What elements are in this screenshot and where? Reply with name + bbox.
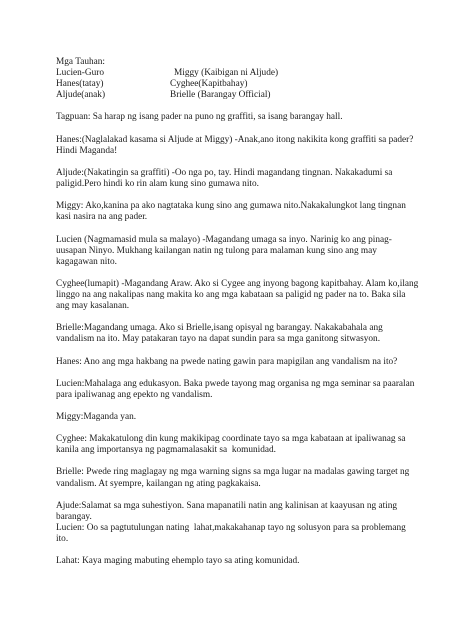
dialogue-paragraph — [56, 379, 426, 401]
dialogue-line: vandalism na ito. May patakaran tayo na dapat sundin para sa mga ganitong sitwasyon. — [56, 334, 381, 345]
cast-row — [56, 68, 426, 79]
paragraph-gap — [56, 545, 426, 556]
paragraph-gap — [56, 190, 426, 201]
dialogue-line: Miggy: Ako,kanina pa ako nagtataka kung sino ang gumawa nito.Nakakalungkot lang tingnan — [56, 201, 406, 212]
cast-row — [56, 79, 426, 90]
dialogue-line: Brielle:Magandang umaga. Ako si Brielle,isang opisyal ng barangay. Nakakabahala ang — [56, 323, 383, 334]
dialogue-line: Cyghee: Makakatulong din kung makikipag coordinate tayo sa mga kabataan at ipaliwanag sa — [56, 434, 406, 445]
dialogue-paragraph — [56, 501, 426, 545]
dialogue-line: Hanes:(Naglalakad kasama si Aljude at Miggy) -Anak,ano itong nakikita kong graffiti sa pader? — [56, 134, 414, 145]
dialogue-paragraph — [56, 556, 426, 567]
dialogue-line: Lucien: Oo sa pagtutulungan nating lahat,makakahanap tayo ng solusyon para sa problemang — [56, 522, 406, 533]
dialogue-paragraph — [56, 135, 426, 157]
cast-row — [56, 90, 426, 101]
dialogue-line: uusapan Ninyo. Mukhang kailangan natin ng tulong para malaman kung sino ang may — [56, 245, 377, 256]
dialogue-paragraphs — [56, 112, 426, 567]
dialogue-paragraph — [56, 112, 426, 123]
dialogue-line: barangay. — [56, 511, 92, 522]
dialogue-line: vandalism. At syempre, kailangan ng ating pagkakaisa. — [56, 478, 261, 489]
dialogue-line: kagagawan nito. — [56, 256, 117, 267]
paragraph-gap — [56, 423, 426, 434]
dialogue-paragraph — [56, 279, 426, 312]
dialogue-paragraph — [56, 235, 426, 268]
dialogue-line: linggo na ang nakalipas nang makita ko ang mga kabataan sa paligid ng pader na to. Baka sila — [56, 289, 406, 300]
paragraph-gap — [56, 124, 426, 135]
cast-heading: Mga Tauhan: — [56, 57, 106, 67]
dialogue-line: Cyghee(lumapit) -Magandang Araw. Ako si Cygee ang inyong bagong kapitbahay. Alam ko,ilang — [56, 278, 419, 289]
paragraph-gap — [56, 157, 426, 168]
dialogue-line: Ajude:Salamat sa mga suhestiyon. Sana mapanatili natin ang kalinisan at kaayusan ng ating — [56, 500, 398, 511]
paragraph-gap — [56, 345, 426, 356]
document-body — [56, 57, 426, 567]
dialogue-line: para ipaliwanag ang epekto ng vandalism. — [56, 389, 213, 400]
dialogue-paragraph — [56, 201, 426, 223]
paragraph-gap — [56, 456, 426, 467]
cast-name: Hanes(tatay) — [56, 79, 104, 90]
dialogue-line: kanila ang importansya ng pagmamalasakit sa komunidad. — [56, 445, 276, 456]
dialogue-line: Tagpuan: Sa harap ng isang pader na puno ng graffiti, sa isang barangay hall. — [56, 112, 343, 123]
dialogue-paragraph — [56, 357, 426, 368]
dialogue-paragraph — [56, 323, 426, 345]
paragraph-gap — [56, 268, 426, 279]
paragraph-gap — [56, 401, 426, 412]
dialogue-line: Brielle: Pwede ring maglagay ng mga warning signs sa mga lugar na madalas gawing target ng — [56, 467, 410, 478]
dialogue-line: paligid.Pero hindi ko rin alam kung sino gumawa nito. — [56, 179, 259, 190]
dialogue-paragraph — [56, 412, 426, 423]
paragraph-gap — [56, 490, 426, 501]
cast-name: Aljude(anak) — [56, 90, 106, 101]
paragraph-gap — [56, 312, 426, 323]
dialogue-line: Hanes: Ano ang mga hakbang na pwede nating gawin para mapigilan ang vandalism na ito? — [56, 356, 398, 367]
paragraph-gap — [56, 223, 426, 234]
dialogue-line: ang may kasalanan. — [56, 301, 130, 312]
dialogue-line: ito. — [56, 534, 69, 545]
dialogue-line: Lucien (Nagmamasid mula sa malayo) -Magandang umaga sa inyo. Narinig ko ang pinag- — [56, 234, 392, 245]
paragraph-gap — [56, 101, 426, 112]
cast-name: Brielle (Barangay Official) — [170, 90, 271, 101]
cast-name: Lucien-Guro — [56, 68, 105, 79]
cast-name: Cyghee(Kapitbahay) — [170, 79, 248, 90]
dialogue-line: kasi nasira na ang pader. — [56, 212, 148, 223]
dialogue-line: Lucien:Mahalaga ang edukasyon. Baka pwede tayong mag organisa ng mga seminar sa paaralan — [56, 378, 415, 389]
dialogue-paragraph — [56, 434, 426, 456]
cast-name: Miggy (Kaibigan ni Aljude) — [174, 68, 279, 79]
dialogue-line: Aljude:(Nakatingin sa graffiti) -Oo nga po, tay. Hindi magandang tingnan. Nakakadumi sa — [56, 167, 393, 178]
paragraph-gap — [56, 368, 426, 379]
dialogue-line: Lahat: Kaya maging mabuting ehemplo tayo sa ating komunidad. — [56, 556, 300, 567]
dialogue-line: Miggy:Maganda yan. — [56, 412, 137, 422]
dialogue-paragraph — [56, 168, 426, 190]
dialogue-line: Hindi Maganda! — [56, 145, 118, 156]
dialogue-paragraph — [56, 467, 426, 489]
